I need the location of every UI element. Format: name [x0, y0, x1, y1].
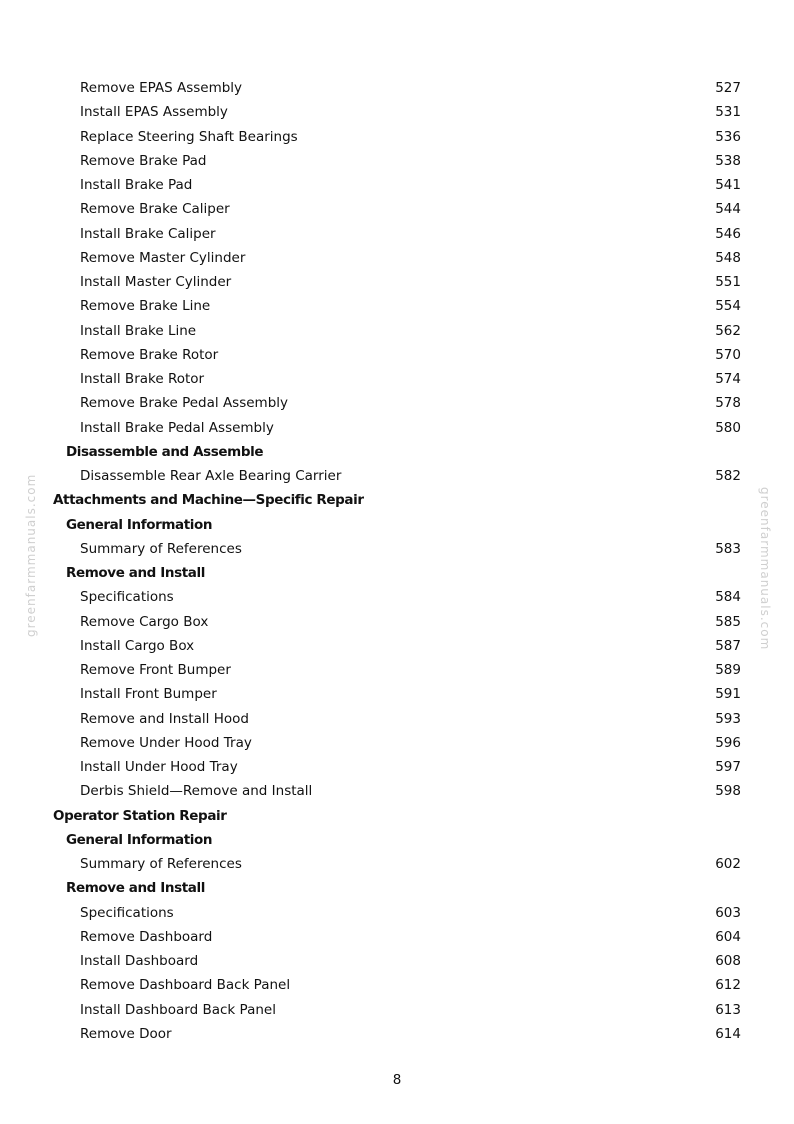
toc-entry[interactable]: [0, 76, 794, 100]
toc-entry-page-number: 570: [715, 346, 741, 363]
toc-entry-label: Summary of References: [80, 856, 242, 872]
table-of-contents: [0, 76, 794, 1046]
toc-entry-page-number: 546: [715, 225, 741, 242]
toc-entry[interactable]: [0, 464, 794, 488]
toc-entry[interactable]: [0, 246, 794, 270]
toc-entry-label: Remove Cargo Box: [80, 613, 209, 630]
toc-entry-page-number: 548: [715, 249, 741, 266]
toc-entry[interactable]: [0, 731, 794, 755]
toc-entry-label: General Information: [66, 516, 213, 533]
toc-entry-label: Remove Brake Pad: [80, 152, 207, 169]
toc-entry[interactable]: [0, 852, 794, 876]
toc-entry-label: Install Cargo Box: [80, 637, 195, 654]
toc-entry[interactable]: [0, 149, 794, 173]
toc-entry[interactable]: [0, 925, 794, 949]
toc-entry-label: Install Brake Rotor: [80, 371, 205, 387]
toc-entry-label: Remove Front Bumper: [80, 662, 231, 678]
toc-entry-label: Summary of References: [80, 540, 242, 557]
toc-entry-label: Remove Under Hood Tray: [80, 734, 252, 751]
toc-entry-label: Install Under Hood Tray: [80, 759, 238, 775]
toc-subsection-heading[interactable]: [0, 828, 794, 852]
toc-entry[interactable]: [0, 755, 794, 779]
toc-entry-page-number: 602: [715, 856, 741, 872]
toc-entry[interactable]: [0, 682, 794, 706]
toc-entry-page-number: 603: [715, 904, 741, 921]
toc-entry[interactable]: [0, 391, 794, 415]
toc-entry-page-number: 551: [715, 274, 741, 290]
toc-entry-page-number: 591: [715, 686, 741, 703]
toc-entry[interactable]: [0, 998, 794, 1022]
toc-entry[interactable]: [0, 585, 794, 609]
toc-entry-page-number: 580: [715, 419, 741, 436]
toc-entry-page-number: 536: [715, 128, 741, 145]
toc-entry-label: Replace Steering Shaft Bearings: [80, 128, 298, 145]
toc-entry-label: Derbis Shield—Remove and Install: [80, 783, 313, 800]
toc-entry-label: Install Master Cylinder: [80, 274, 232, 290]
toc-entry-page-number: 593: [715, 710, 741, 727]
toc-entry[interactable]: [0, 973, 794, 997]
toc-entry-label: Disassemble and Assemble: [66, 443, 264, 460]
toc-entry[interactable]: [0, 222, 794, 246]
toc-entry-page-number: 612: [715, 977, 741, 994]
toc-entry-page-number: 562: [715, 322, 741, 339]
toc-entry-label: Remove Master Cylinder: [80, 249, 246, 266]
toc-entry[interactable]: [0, 1022, 794, 1046]
toc-subsection-heading[interactable]: [0, 513, 794, 537]
toc-entry-label: General Information: [66, 831, 213, 848]
toc-entry[interactable]: [0, 610, 794, 634]
toc-entry-page-number: 574: [715, 371, 741, 387]
toc-entry[interactable]: [0, 319, 794, 343]
toc-entry-label: Operator Station Repair: [53, 807, 227, 824]
toc-entry-page-number: 596: [715, 734, 741, 751]
toc-entry-page-number: 554: [715, 298, 741, 315]
toc-entry-label: Install Dashboard: [80, 953, 199, 969]
toc-entry-label: Remove Dashboard Back Panel: [80, 977, 291, 994]
toc-entry[interactable]: [0, 634, 794, 658]
watermark-right: greenfarmmanuals.com: [758, 487, 772, 651]
toc-entry[interactable]: [0, 901, 794, 925]
toc-subsection-heading[interactable]: [0, 876, 794, 900]
toc-entry-label: Specifications: [80, 904, 174, 921]
page-number: 8: [392, 1072, 402, 1088]
toc-entry-label: Remove Dashboard: [80, 928, 213, 945]
toc-entry[interactable]: [0, 270, 794, 294]
toc-entry-label: Install Front Bumper: [80, 686, 217, 703]
toc-entry-page-number: 597: [715, 759, 741, 775]
toc-entry-page-number: 608: [715, 953, 741, 969]
toc-entry-label: Remove Door: [80, 1025, 172, 1042]
toc-entry-label: Remove and Install: [66, 565, 205, 581]
toc-entry[interactable]: [0, 343, 794, 367]
toc-entry-page-number: 598: [715, 783, 741, 800]
toc-entry[interactable]: [0, 658, 794, 682]
toc-entry[interactable]: [0, 173, 794, 197]
toc-entry[interactable]: [0, 197, 794, 221]
toc-entry[interactable]: [0, 367, 794, 391]
toc-entry-page-number: 538: [715, 152, 741, 169]
watermark-left: greenfarmmanuals.com: [24, 473, 38, 637]
toc-entry-page-number: 578: [715, 395, 741, 412]
toc-entry-page-number: 589: [715, 662, 741, 678]
toc-entry-page-number: 604: [715, 928, 741, 945]
toc-entry[interactable]: [0, 100, 794, 124]
toc-entry-page-number: 614: [715, 1025, 741, 1042]
toc-entry-page-number: 613: [715, 1001, 741, 1018]
toc-entry-page-number: 583: [715, 540, 741, 557]
toc-subsection-heading[interactable]: [0, 440, 794, 464]
toc-entry-label: Install Brake Line: [80, 322, 197, 339]
toc-entry[interactable]: [0, 949, 794, 973]
toc-entry-label: Remove and Install Hood: [80, 710, 249, 727]
toc-entry-page-number: 584: [715, 589, 741, 606]
toc-entry-label: Install Brake Pedal Assembly: [80, 419, 274, 436]
toc-entry[interactable]: [0, 294, 794, 318]
toc-entry-page-number: 587: [715, 637, 741, 654]
toc-entry-label: Install Brake Pad: [80, 177, 193, 193]
toc-entry-page-number: 544: [715, 201, 741, 218]
toc-entry-page-number: 582: [715, 468, 741, 484]
toc-entry-label: Install Brake Caliper: [80, 225, 216, 242]
toc-section-heading[interactable]: [0, 804, 794, 828]
toc-entry-label: Remove Brake Rotor: [80, 346, 219, 363]
toc-entry[interactable]: [0, 416, 794, 440]
toc-entry[interactable]: [0, 125, 794, 149]
toc-entry-label: Disassemble Rear Axle Bearing Carrier: [80, 468, 342, 484]
toc-entry-page-number: 527: [715, 80, 741, 96]
toc-entry-label: Install Dashboard Back Panel: [80, 1001, 276, 1018]
toc-entry-label: Remove Brake Pedal Assembly: [80, 395, 289, 412]
toc-entry-page-number: 531: [715, 104, 741, 121]
toc-entry-label: Attachments and Machine—Specific Repair: [53, 492, 364, 509]
toc-entry[interactable]: [0, 779, 794, 803]
toc-entry-page-number: 585: [715, 613, 741, 630]
toc-entry-label: Remove and Install: [66, 880, 205, 897]
toc-entry-label: Specifications: [80, 589, 174, 606]
toc-entry-label: Remove EPAS Assembly: [80, 80, 243, 96]
toc-entry[interactable]: [0, 707, 794, 731]
toc-entry-label: Remove Brake Caliper: [80, 201, 230, 218]
toc-entry-page-number: 541: [715, 177, 741, 193]
toc-subsection-heading[interactable]: [0, 561, 794, 585]
toc-entry-label: Remove Brake Line: [80, 298, 211, 315]
toc-section-heading[interactable]: [0, 488, 794, 512]
toc-entry[interactable]: [0, 537, 794, 561]
toc-entry-label: Install EPAS Assembly: [80, 104, 228, 121]
